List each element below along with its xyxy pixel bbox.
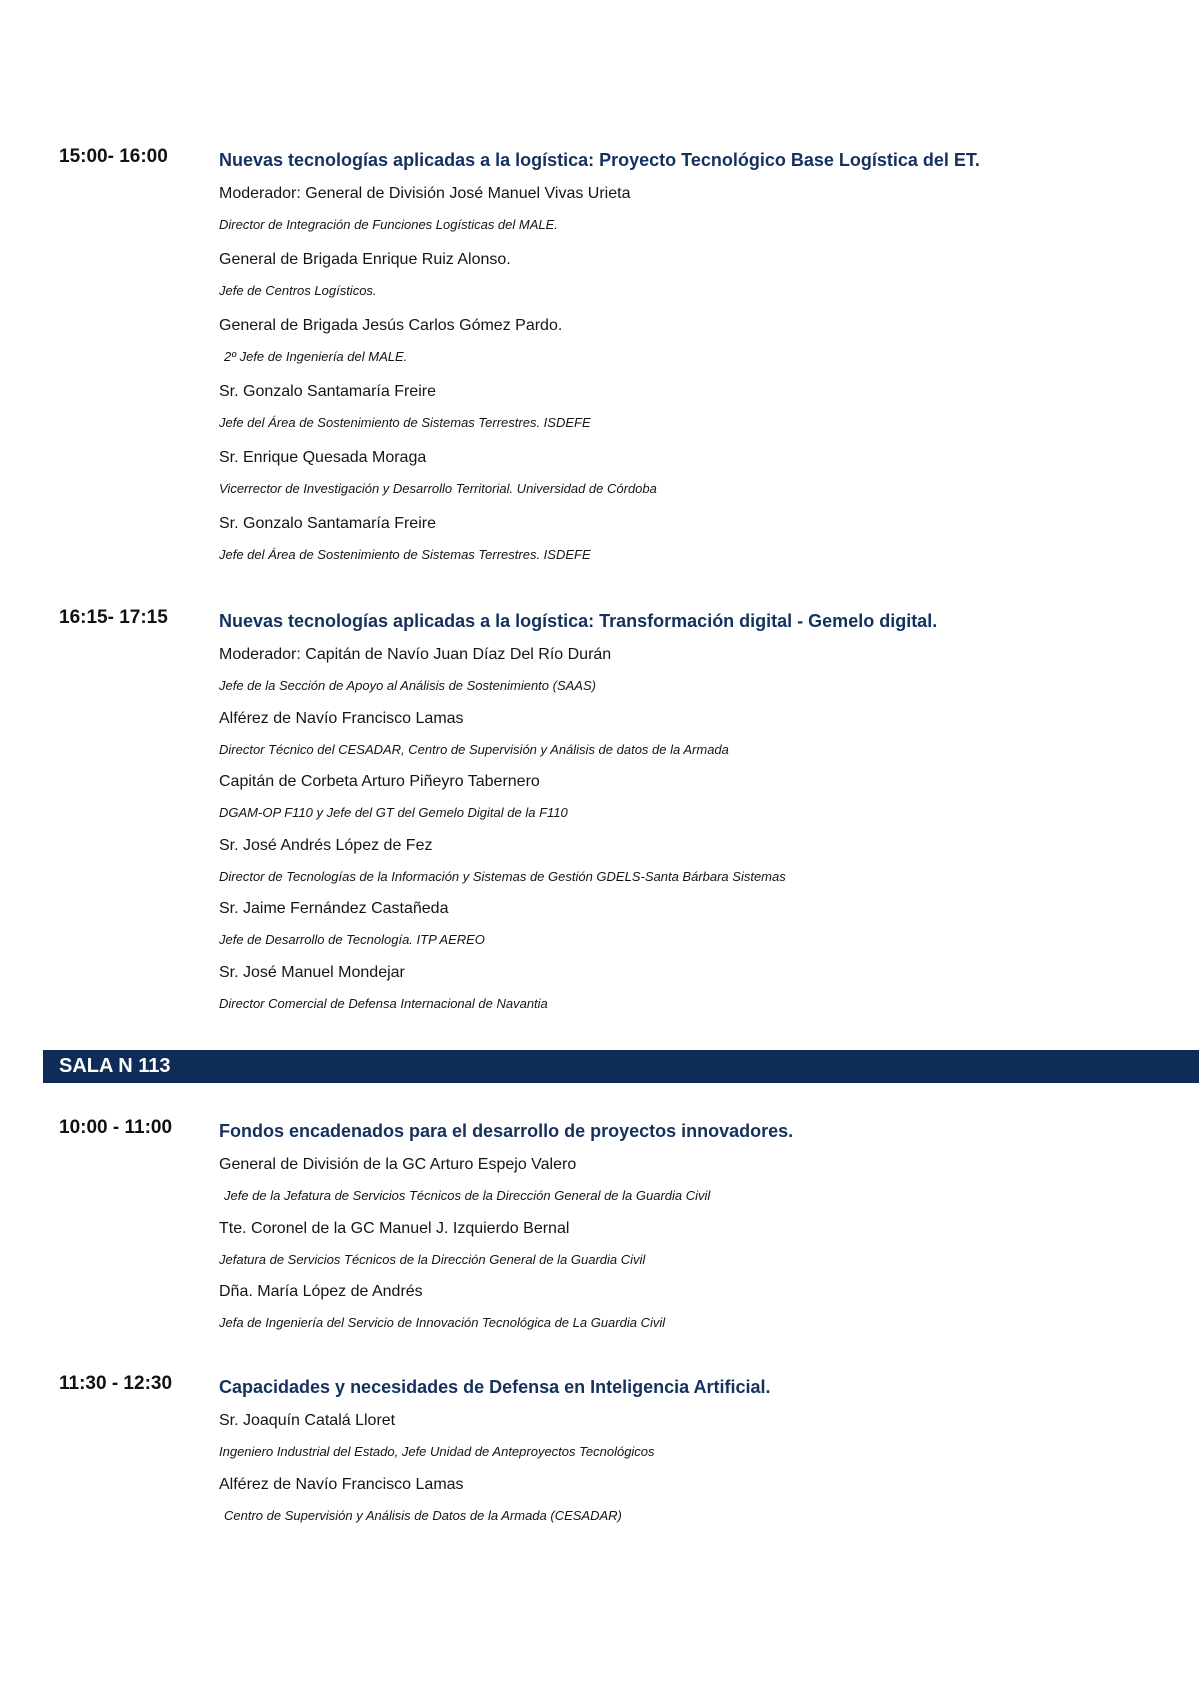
speaker-name: Alférez de Navío Francisco Lamas [219, 1475, 464, 1493]
speaker-role: Director Técnico del CESADAR, Centro de Supervisión y Análisis de datos de la Armada [219, 741, 729, 757]
speaker-list [219, 1411, 655, 1538]
session-time: 11:30 - 12:30 [59, 1373, 173, 1394]
speaker-role: Jefatura de Servicios Técnicos de la Dirección General de la Guardia Civil [219, 1251, 646, 1267]
speaker-role: Jefe de Centros Logísticos. [219, 283, 377, 298]
speaker-list [219, 184, 657, 580]
speaker-role: Director de Integración de Funciones Logísticas del MALE. [219, 217, 558, 232]
speaker-name: Dña. María López de Andrés [219, 1283, 423, 1300]
speaker-role: Jefe de la Sección de Apoyo al Análisis de Sostenimiento (SAAS) [219, 678, 596, 693]
speaker-name: Sr. Jaime Fernández Castañeda [219, 900, 449, 917]
speaker-name: Sr. Enrique Quesada Moraga [219, 449, 427, 466]
speaker-name: Moderador: Capitán de Navío Juan Díaz Del Río Durán [219, 646, 612, 663]
speaker-role: Jefa de Ingeniería del Servicio de Innovación Tecnológica de La Guardia Civil [219, 1315, 666, 1330]
speaker-name: General de Brigada Jesús Carlos Gómez Pardo. [219, 317, 563, 334]
session-time: 16:15- 17:15 [59, 607, 168, 628]
speaker-name: Sr. Gonzalo Santamaría Freire [219, 383, 436, 400]
session-title: Nuevas tecnologías aplicadas a la logística: Proyecto Tecnológico Base Logística del ET. [219, 150, 980, 170]
speaker-role: Jefe de Desarrollo de Tecnología. ITP AEREO [219, 932, 485, 947]
speaker-name: Sr. José Andrés López de Fez [219, 836, 433, 854]
speaker-role: Director Comercial de Defensa Internacional de Navantia [219, 995, 548, 1011]
speaker-name: Sr. José Manuel Mondejar [219, 963, 405, 981]
room-header-label: SALA N 113 [59, 1055, 171, 1077]
session-title: Nuevas tecnologías aplicadas a la logística: Transformación digital - Gemelo digital. [219, 611, 938, 631]
speaker-name: Sr. Gonzalo Santamaría Freire [219, 515, 436, 532]
speaker-list [219, 645, 786, 1026]
session-time: 10:00 - 11:00 [59, 1117, 173, 1138]
speaker-role: Centro de Supervisión y Análisis de Datos de la Armada (CESADAR) [224, 1507, 622, 1523]
speaker-name: General de División de la GC Arturo Espejo Valero [219, 1156, 577, 1173]
room-header-bar [43, 1050, 1199, 1083]
speaker-role: Jefe de la Jefatura de Servicios Técnicos de la Dirección General de la Guardia Civil [224, 1188, 711, 1203]
speaker-name: Capitán de Corbeta Arturo Piñeyro Tabernero [219, 773, 540, 790]
speaker-name: Sr. Joaquín Catalá Lloret [219, 1412, 396, 1429]
session-time: 15:00- 16:00 [59, 146, 168, 167]
speaker-name: Tte. Coronel de la GC Manuel J. Izquierdo Bernal [219, 1219, 570, 1237]
speaker-name: Moderador: General de División José Manuel Vivas Urieta [219, 185, 631, 202]
speaker-role: 2º Jefe de Ingeniería del MALE. [224, 349, 408, 364]
speaker-role: Director de Tecnologías de la Información y Sistemas de Gestión GDELS-Santa Bárbara Sistemas [219, 868, 786, 884]
speaker-name: General de Brigada Enrique Ruiz Alonso. [219, 251, 511, 268]
speaker-role: Jefe del Área de Sostenimiento de Sistemas Terrestres. ISDEFE [219, 547, 591, 562]
speaker-role: Jefe del Área de Sostenimiento de Sistemas Terrestres. ISDEFE [219, 415, 591, 430]
speaker-name: Alférez de Navío Francisco Lamas [219, 709, 464, 727]
speaker-role: Ingeniero Industrial del Estado, Jefe Unidad de Anteproyectos Tecnológicos [219, 1444, 655, 1459]
session-title: Capacidades y necesidades de Defensa en Inteligencia Artificial. [219, 1377, 771, 1397]
speaker-role: DGAM-OP F110 y Jefe del GT del Gemelo Digital de la F110 [219, 805, 568, 820]
speaker-role: Vicerrector de Investigación y Desarrollo Territorial. Universidad de Córdoba [219, 481, 657, 496]
speaker-list [219, 1155, 710, 1346]
session-title: Fondos encadenados para el desarrollo de proyectos innovadores. [219, 1121, 794, 1141]
